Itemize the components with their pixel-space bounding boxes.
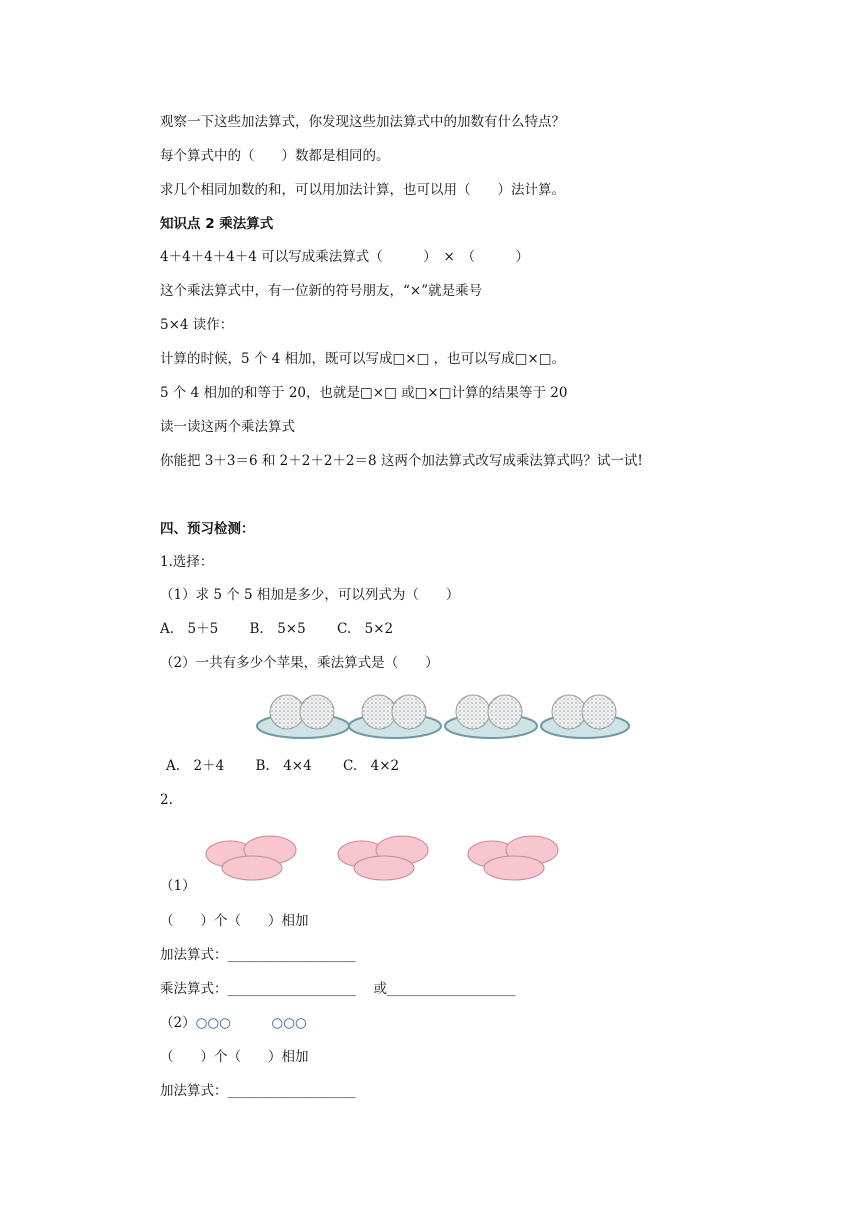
q2-2-row xyxy=(160,1014,307,1032)
text-line-8: 计算的时候，5 个 4 相加，既可以写成□×□ ，也可以写成□×□。 xyxy=(160,351,565,367)
text-line-1: 观察一下这些加法算式，你发现这些加法算式中的加数有什么特点？ xyxy=(160,114,565,130)
q2-2-label: （2） xyxy=(160,1015,196,1031)
q1-1-options: A. 5＋5 B. 5×5 C. 5×2 xyxy=(160,621,394,637)
text-line-6: 这个乘法算式中，有一位新的符号朋友，“×”就是乘号 xyxy=(160,283,483,299)
text-line-9: 5 个 4 相加的和等于 20，也就是□×□ 或□×□计算的结果等于 20 xyxy=(160,385,568,401)
q2-2-blank: （ ）个（ ）相加 xyxy=(160,1049,309,1065)
q2-1-addition: 加法算式：___________________ xyxy=(160,947,356,963)
knowledge-point-2-heading: 知识点 2 乘法算式 xyxy=(160,216,274,232)
q2-label: 2. xyxy=(160,792,173,808)
elephant-group-2 xyxy=(338,836,428,880)
plate-3 xyxy=(445,695,537,738)
elephant-group-1 xyxy=(206,836,296,880)
apples-on-plates-image xyxy=(255,686,633,744)
q2-1-blank: （ ）个（ ）相加 xyxy=(160,913,309,929)
text-line-10: 读一读这两个乘法算式 xyxy=(160,419,295,435)
q1-2-options: A. 2＋4 B. 4×4 C. 4×2 xyxy=(166,758,400,774)
elephants-image xyxy=(200,828,562,886)
q2-1-label: （1） xyxy=(160,878,196,894)
plate-4 xyxy=(541,695,629,738)
q1-1-question: （1）求 5 个 5 相加是多少，可以列式为（ ） xyxy=(160,587,460,603)
q1-label: 1.选择： xyxy=(160,554,214,570)
q2-1-multiplication: 乘法算式：___________________ 或___________________ xyxy=(160,981,516,997)
text-line-5: 4＋4＋4＋4＋4 可以写成乘法算式（ ） × （ ） xyxy=(160,249,530,265)
plate-1 xyxy=(257,695,349,738)
text-line-2: 每个算式中的（ ）数都是相同的。 xyxy=(160,148,390,164)
plate-2 xyxy=(349,695,441,738)
section-4-heading: 四、预习检测： xyxy=(160,521,255,537)
q2-2-addition: 加法算式：___________________ xyxy=(160,1083,356,1099)
q1-2-question: （2）一共有多少个苹果，乘法算式是（ ） xyxy=(160,655,439,671)
text-line-11: 你能把 3＋3＝6 和 2＋2＋2＋2＝8 这两个加法算式改写成乘法算式吗？试一试! xyxy=(160,453,643,469)
elephant-group-3 xyxy=(468,836,558,880)
text-line-7: 5×4 读作： xyxy=(160,317,234,333)
text-line-3: 求几个相同加数的和，可以用加法计算，也可以用（ ）法计算。 xyxy=(160,182,565,198)
q2-2-circles: ○○○ ○○○ xyxy=(195,1015,307,1031)
